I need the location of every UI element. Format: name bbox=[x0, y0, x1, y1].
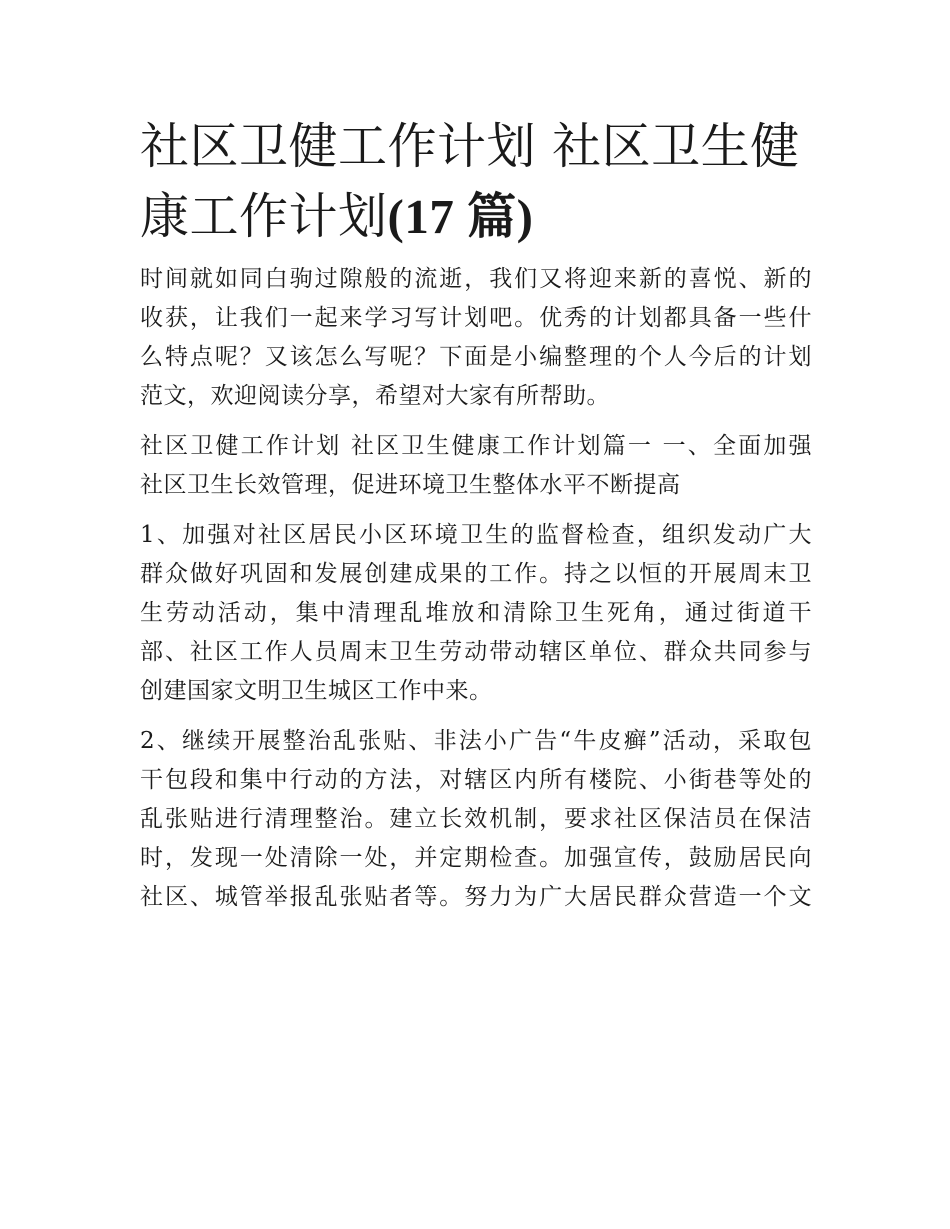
paragraph-line: 干包段和集中行动的方法，对辖区内所有楼院、小街巷等处的 bbox=[140, 767, 812, 793]
title-line-2-text: 康工作计划 bbox=[140, 188, 388, 245]
paragraph-line: 么特点呢？又该怎么写呢？下面是小编整理的个人今后的计划 bbox=[140, 344, 812, 370]
title-line-1: 社区卫健工作计划 社区卫生健 bbox=[140, 118, 800, 175]
paragraph-line: 部、社区工作人员周末卫生劳动带动辖区单位、群众共同参与 bbox=[140, 639, 812, 665]
paragraph-line: 时，发现一处清除一处，并定期检查。加强宣传，鼓励居民向 bbox=[140, 845, 812, 871]
paragraph-item-2 bbox=[140, 722, 812, 917]
document-page bbox=[140, 112, 812, 917]
paragraph-line: 生劳动活动，集中清理乱堆放和清除卫生死角，通过街道干 bbox=[140, 600, 812, 626]
paragraph-line: 收获，让我们一起来学习写计划吧。优秀的计划都具备一些什 bbox=[140, 305, 812, 331]
title-article-count: (17 篇) bbox=[387, 189, 534, 244]
paragraph-item-1 bbox=[140, 516, 812, 711]
paragraph-line: 时间就如同白驹过隙般的流逝，我们又将迎来新的喜悦、新的 bbox=[140, 266, 812, 292]
document-title bbox=[140, 112, 812, 252]
paragraph-line: 乱张贴进行清理整治。建立长效机制，要求社区保洁员在保洁 bbox=[140, 806, 812, 832]
paragraph-line: 群众做好巩固和发展创建成果的工作。持之以恒的开展周末卫 bbox=[140, 561, 812, 587]
paragraph-section-heading bbox=[140, 427, 812, 505]
title-line-2 bbox=[140, 182, 812, 252]
paragraph-intro bbox=[140, 260, 812, 416]
paragraph-line: 范文，欢迎阅读分享，希望对大家有所帮助。 bbox=[140, 383, 610, 409]
paragraph-line: 1、加强对社区居民小区环境卫生的监督检查，组织发动广大 bbox=[140, 522, 812, 548]
paragraph-line: 社区卫生长效管理，促进环境卫生整体水平不断提高 bbox=[140, 472, 681, 498]
paragraph-line: 2、继续开展整治乱张贴、非法小广告“牛皮癣”活动，采取包 bbox=[140, 728, 812, 754]
paragraph-line: 社区、城管举报乱张贴者等。努力为广大居民群众营造一个文 bbox=[140, 884, 812, 910]
paragraph-line: 社区卫健工作计划 社区卫生健康工作计划篇一 一、全面加强 bbox=[140, 433, 812, 459]
paragraph-line: 创建国家文明卫生城区工作中来。 bbox=[140, 678, 493, 704]
